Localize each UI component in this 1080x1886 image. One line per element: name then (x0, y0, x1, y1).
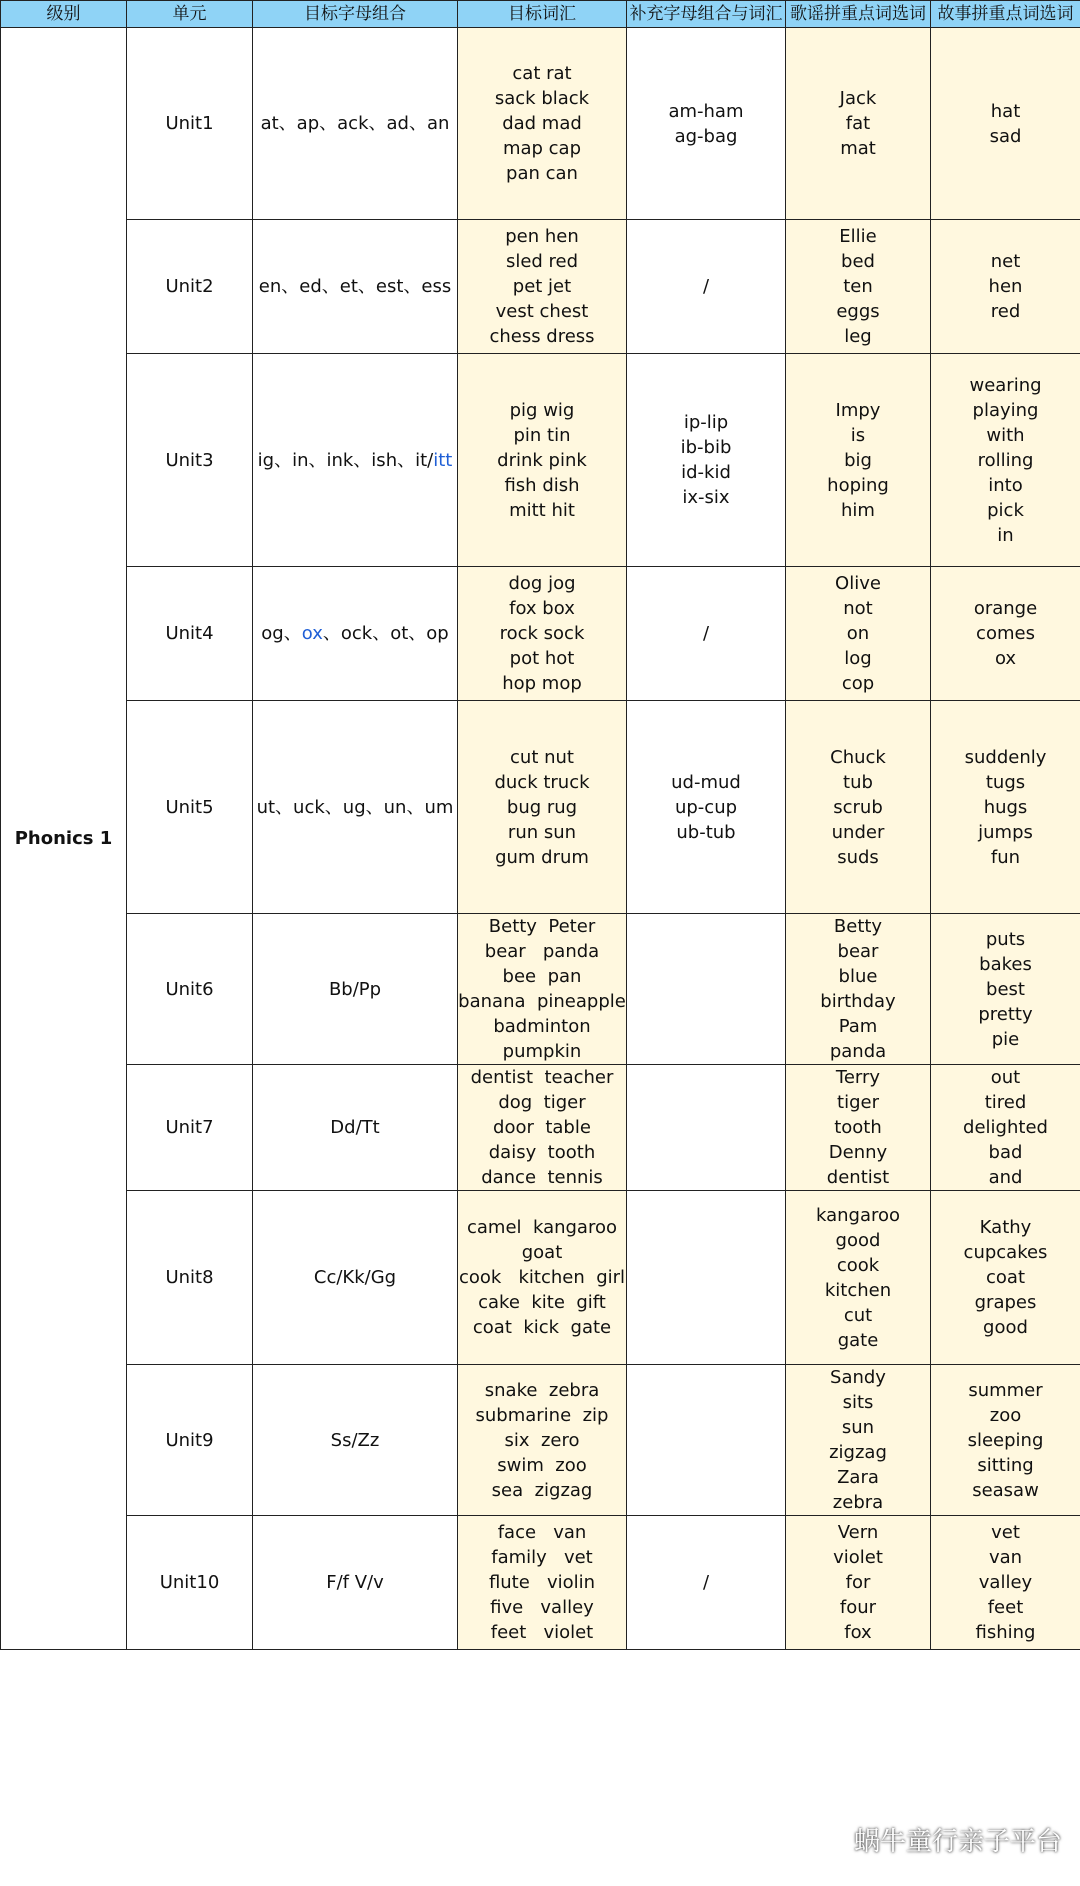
story-cell-line: orange (973, 598, 1038, 619)
combo-text: ut、uck、ug、un、um (256, 796, 454, 818)
unit-cell: Unit5 (127, 701, 253, 914)
unit-cell: Unit2 (127, 220, 253, 354)
watermark-text: 蜗牛童行亲子平台 (853, 1827, 1062, 1857)
song-cell (786, 914, 931, 1065)
song-cell-line: blue (838, 966, 878, 987)
supp-cell (627, 354, 786, 567)
table-row (1, 914, 1080, 1065)
song-cell (786, 354, 931, 567)
vocab-cell-line: bear panda (484, 941, 600, 962)
vocab-cell-line: rock sock (499, 623, 585, 644)
header-row (1, 1, 1080, 28)
combo-text: en、ed、et、est、ess (258, 276, 452, 297)
song-cell-line: violet (833, 1547, 883, 1568)
combo-text: 、ock、ot、op (322, 623, 449, 644)
combos-cell (253, 701, 458, 914)
story-cell (931, 1516, 1080, 1650)
unit-cell: Unit3 (127, 354, 253, 567)
story-cell-line: cupcakes (963, 1242, 1048, 1263)
supp-cell-line: am-ham (668, 100, 744, 122)
song-cell-line: birthday (820, 991, 896, 1012)
story-cell-line: wearing (969, 374, 1042, 396)
vocab-cell (458, 914, 627, 1065)
vocab-cell-line: dog jog (508, 573, 576, 594)
unit-cell: Unit1 (127, 28, 253, 220)
song-cell-line: him (841, 499, 875, 521)
story-cell-line: good (983, 1317, 1028, 1338)
vocab-cell-line: fish dish (504, 474, 580, 496)
song-cell-line: panda (829, 1041, 887, 1062)
table-row (1, 1065, 1080, 1191)
song-cell (786, 1065, 931, 1191)
vocab-cell (458, 354, 627, 567)
story-cell-line: tired (984, 1092, 1027, 1113)
story-cell-line: suddenly (964, 746, 1047, 768)
story-cell-line: summer (968, 1379, 1043, 1401)
vocab-cell-line: pet jet (512, 276, 572, 297)
story-cell-line: delighted (963, 1117, 1048, 1138)
combo-text: Dd/Tt (330, 1117, 380, 1138)
story-cell-line: bakes (979, 953, 1032, 975)
story-cell-line: tugs (985, 771, 1026, 793)
song-cell-line: fox (844, 1622, 872, 1643)
combo-text: ig、in、ink、ish、it/ (257, 449, 434, 471)
table-body (1, 28, 1080, 1650)
song-cell-line: Olive (835, 573, 881, 594)
story-cell (931, 354, 1080, 567)
vocab-cell-line: five valley (490, 1597, 594, 1618)
song-cell-line: scrub (833, 796, 883, 818)
story-cell-line: van (988, 1547, 1023, 1568)
unit-cell: Unit10 (127, 1516, 253, 1650)
song-cell-line: good (835, 1229, 881, 1251)
table-row (1, 701, 1080, 914)
combo-text: Bb/Pp (328, 978, 382, 1000)
vocab-cell-line: cat rat (512, 63, 572, 84)
song-cell-line: cop (841, 673, 875, 694)
song-cell-line: is (850, 424, 866, 446)
unit-cell: Unit4 (127, 567, 253, 701)
vocab-cell-line: dance tennis (481, 1167, 603, 1188)
song-cell-line: kitchen (824, 1279, 892, 1301)
song-cell-line: zigzag (829, 1442, 887, 1463)
story-cell (931, 1191, 1080, 1365)
table-row (1, 1365, 1080, 1516)
table-row (1, 1191, 1080, 1365)
vocab-cell-line: dentist teacher (470, 1067, 614, 1088)
song-cell-line: big (844, 449, 872, 471)
story-cell-line: puts (985, 928, 1026, 950)
supp-cell (627, 1516, 786, 1650)
combos-cell (253, 567, 458, 701)
song-cell-line: not (843, 598, 873, 619)
table-row (1, 1516, 1080, 1650)
header-supplementary: 补充字母组合与词汇 (627, 1, 786, 28)
story-cell-line: sleeping (967, 1429, 1044, 1451)
song-cell (786, 567, 931, 701)
header-story-words: 故事拼重点词选词 (931, 1, 1080, 28)
vocab-cell-line: map cap (502, 138, 582, 159)
vocab-cell-line: cake kite gift (478, 1292, 606, 1313)
story-cell-line: and (988, 1167, 1023, 1188)
story-cell-line: grapes (974, 1292, 1037, 1313)
supp-cell-line: ud-mud (671, 771, 741, 793)
header-target-combos: 目标字母组合 (253, 1, 458, 28)
song-cell-line: cut (843, 1304, 873, 1326)
supp-cell-line: ag-bag (674, 125, 738, 147)
supp-cell-line: id-kid (681, 462, 731, 483)
supp-cell-line: / (702, 623, 710, 644)
vocab-cell-line: bug rug (506, 796, 578, 818)
header-unit: 单元 (127, 1, 253, 28)
supp-cell (627, 567, 786, 701)
story-cell-line: hen (988, 276, 1023, 297)
vocab-cell (458, 1191, 627, 1365)
song-cell (786, 1191, 931, 1365)
song-cell (786, 701, 931, 914)
vocab-cell-line: snake zebra (484, 1379, 600, 1401)
story-cell-line: valley (978, 1572, 1033, 1593)
supp-cell-line: ip-lip (683, 412, 729, 433)
combos-cell (253, 1065, 458, 1191)
supp-cell-line: ub-tub (676, 821, 736, 843)
vocab-cell-line: badminton (493, 1016, 591, 1037)
story-cell-line: ox (994, 648, 1017, 669)
song-cell-line: hoping (827, 474, 889, 496)
vocab-cell-line: cook kitchen girl (458, 1267, 626, 1288)
vocab-cell (458, 28, 627, 220)
vocab-cell-line: pot hot (509, 648, 575, 669)
combo-text: Cc/Kk/Gg (313, 1267, 397, 1288)
story-cell-line: bad (988, 1142, 1023, 1163)
combos-cell (253, 28, 458, 220)
song-cell-line: cook (836, 1254, 880, 1276)
story-cell (931, 701, 1080, 914)
combo-text: og、 (261, 623, 302, 644)
supp-cell (627, 914, 786, 1065)
song-cell-line: for (845, 1572, 871, 1593)
vocab-cell-line: camel kangaroo (466, 1217, 617, 1238)
song-cell-line: bed (841, 251, 875, 272)
level-cell: Phonics 1 (1, 28, 127, 1650)
supp-cell (627, 1065, 786, 1191)
story-cell-line: in (997, 524, 1014, 546)
vocab-cell-line: door table (493, 1117, 591, 1138)
vocab-cell-line: feet violet (490, 1622, 594, 1643)
vocab-cell-line: vest chest (495, 301, 589, 322)
vocab-cell-line: pen hen (505, 226, 579, 247)
story-cell (931, 220, 1080, 354)
vocab-cell (458, 1365, 627, 1516)
vocab-cell-line: cut nut (510, 746, 574, 768)
song-cell-line: zebra (832, 1492, 884, 1513)
song-cell-line: suds (837, 846, 879, 868)
story-cell-line: pie (991, 1028, 1020, 1050)
song-cell-line: Denny (828, 1142, 888, 1163)
vocab-cell-line: fox box (509, 598, 575, 619)
supp-cell-line: ix-six (682, 487, 730, 508)
supp-cell (627, 220, 786, 354)
story-cell-line: vet (991, 1522, 1020, 1543)
song-cell-line: Sandy (830, 1367, 886, 1388)
vocab-cell-line: family vet (491, 1547, 593, 1568)
table-row (1, 567, 1080, 701)
vocab-cell-line: submarine zip (475, 1404, 609, 1426)
song-cell-line: tiger (837, 1092, 879, 1113)
song-cell-line: Terry (835, 1067, 881, 1088)
song-cell-line: gate (837, 1329, 879, 1351)
vocab-cell-line: banana pineapple (458, 991, 626, 1012)
story-cell-line: best (986, 978, 1025, 1000)
vocab-cell (458, 220, 627, 354)
vocab-cell-line: dog tiger (498, 1092, 586, 1113)
song-cell-line: Ellie (839, 226, 877, 247)
story-cell (931, 567, 1080, 701)
combos-cell (253, 1516, 458, 1650)
combos-cell (253, 914, 458, 1065)
song-cell-line: four (839, 1597, 877, 1618)
story-cell-line: comes (976, 623, 1035, 644)
supp-cell (627, 701, 786, 914)
song-cell (786, 1516, 931, 1650)
wechat-icon (804, 1824, 846, 1856)
vocab-cell-line: coat kick gate (472, 1317, 612, 1338)
vocab-cell-line: hop mop (502, 673, 582, 694)
story-cell-line: fun (990, 846, 1021, 868)
story-cell-line: with (986, 424, 1025, 446)
combo-highlight: ox (301, 623, 323, 644)
supp-cell-line: / (702, 1572, 710, 1593)
vocab-cell (458, 1516, 627, 1650)
watermark (804, 1821, 1062, 1858)
unit-cell: Unit8 (127, 1191, 253, 1365)
vocab-cell-line: swim zoo (497, 1454, 587, 1476)
song-cell (786, 28, 931, 220)
story-cell-line: Kathy (979, 1217, 1032, 1238)
combo-text: F/f V/v (326, 1572, 384, 1593)
combos-cell (253, 1365, 458, 1516)
unit-cell: Unit7 (127, 1065, 253, 1191)
unit-cell: Unit6 (127, 914, 253, 1065)
story-cell (931, 1365, 1080, 1516)
song-cell-line: Jack (839, 88, 877, 109)
story-cell-line: red (990, 301, 1021, 322)
supp-cell-line: / (702, 276, 710, 297)
supp-cell-line: up-cup (674, 796, 738, 818)
vocab-cell (458, 567, 627, 701)
combos-cell (253, 220, 458, 354)
story-cell-line: hat (990, 100, 1021, 122)
song-cell-line: eggs (836, 301, 880, 322)
header-target-vocab: 目标词汇 (458, 1, 627, 28)
table-row (1, 28, 1080, 220)
story-cell-line: zoo (989, 1404, 1022, 1426)
song-cell-line: Pam (838, 1016, 878, 1037)
story-cell-line: sad (989, 125, 1022, 147)
story-cell-line: rolling (977, 449, 1034, 471)
song-cell-line: mat (840, 138, 876, 159)
unit-cell: Unit9 (127, 1365, 253, 1516)
vocab-cell-line: goat (521, 1242, 563, 1263)
song-cell-line: dentist (826, 1167, 890, 1188)
vocab-cell-line: Betty Peter (488, 916, 596, 937)
vocab-cell-line: dad mad (502, 113, 582, 134)
story-cell-line: coat (986, 1267, 1025, 1288)
story-cell-line: jumps (978, 821, 1033, 843)
vocab-cell-line: pan can (506, 163, 578, 184)
story-cell-line: feet (987, 1597, 1024, 1618)
vocab-cell-line: flute violin (488, 1572, 596, 1593)
header-song-words: 歌谣拼重点词选词 (786, 1, 931, 28)
story-cell-line: fishing (975, 1622, 1036, 1643)
story-cell-line: into (988, 474, 1023, 496)
song-cell-line: under (831, 821, 885, 843)
vocab-cell-line: six zero (504, 1429, 580, 1451)
story-cell-line: out (990, 1067, 1021, 1088)
vocab-cell (458, 1065, 627, 1191)
vocab-cell-line: face van (497, 1522, 587, 1543)
song-cell (786, 1365, 931, 1516)
supp-cell (627, 1365, 786, 1516)
vocab-cell-line: pumpkin (502, 1041, 582, 1062)
story-cell (931, 1065, 1080, 1191)
vocab-cell-line: sled red (505, 251, 579, 272)
vocab-cell-line: pig wig (509, 399, 575, 421)
header-level: 级别 (1, 1, 127, 28)
song-cell-line: Vern (837, 1522, 879, 1543)
combo-text: at、ap、ack、ad、an (260, 113, 450, 134)
story-cell-line: playing (972, 399, 1039, 421)
vocab-cell-line: mitt hit (509, 499, 575, 521)
vocab-cell-line: pin tin (513, 424, 571, 446)
song-cell-line: log (844, 648, 872, 669)
vocab-cell (458, 701, 627, 914)
vocab-cell-line: run sun (507, 821, 577, 843)
supp-cell-line: ib-bib (680, 437, 732, 458)
story-cell (931, 914, 1080, 1065)
vocab-cell-line: sack black (494, 88, 590, 109)
combo-text: Ss/Zz (330, 1429, 380, 1451)
story-cell-line: hugs (983, 796, 1028, 818)
song-cell-line: on (846, 623, 870, 644)
supp-cell (627, 28, 786, 220)
story-cell-line: pretty (978, 1003, 1033, 1025)
song-cell-line: sun (841, 1417, 875, 1438)
song-cell-line: ten (843, 276, 873, 297)
song-cell-line: tub (843, 771, 873, 793)
combos-cell (253, 1191, 458, 1365)
song-cell-line: leg (844, 326, 872, 347)
song-cell-line: kangaroo (815, 1204, 901, 1226)
story-cell-line: net (990, 251, 1021, 272)
story-cell-line: seasaw (972, 1479, 1039, 1501)
story-cell-line: pick (987, 499, 1024, 521)
vocab-cell-line: daisy tooth (488, 1142, 596, 1163)
vocab-cell-line: bee pan (502, 966, 582, 987)
song-cell-line: Zara (837, 1467, 879, 1488)
combo-highlight: itt (433, 449, 453, 471)
story-cell (931, 28, 1080, 220)
combos-cell (253, 354, 458, 567)
vocab-cell-line: drink pink (497, 449, 587, 471)
supp-cell (627, 1191, 786, 1365)
song-cell-line: Chuck (830, 746, 886, 768)
song-cell-line: bear (837, 941, 879, 962)
song-cell-line: fat (845, 113, 871, 134)
vocab-cell-line: duck truck (494, 771, 590, 793)
song-cell-line: sits (842, 1392, 874, 1413)
table-row (1, 220, 1080, 354)
vocab-cell-line: chess dress (489, 326, 595, 347)
song-cell-line: Impy (835, 399, 881, 421)
song-cell (786, 220, 931, 354)
table-row (1, 354, 1080, 567)
song-cell-line: Betty (833, 916, 883, 937)
song-cell-line: tooth (834, 1117, 882, 1138)
vocab-cell-line: sea zigzag (491, 1479, 593, 1501)
story-cell-line: sitting (977, 1454, 1034, 1476)
vocab-cell-line: gum drum (495, 846, 589, 868)
